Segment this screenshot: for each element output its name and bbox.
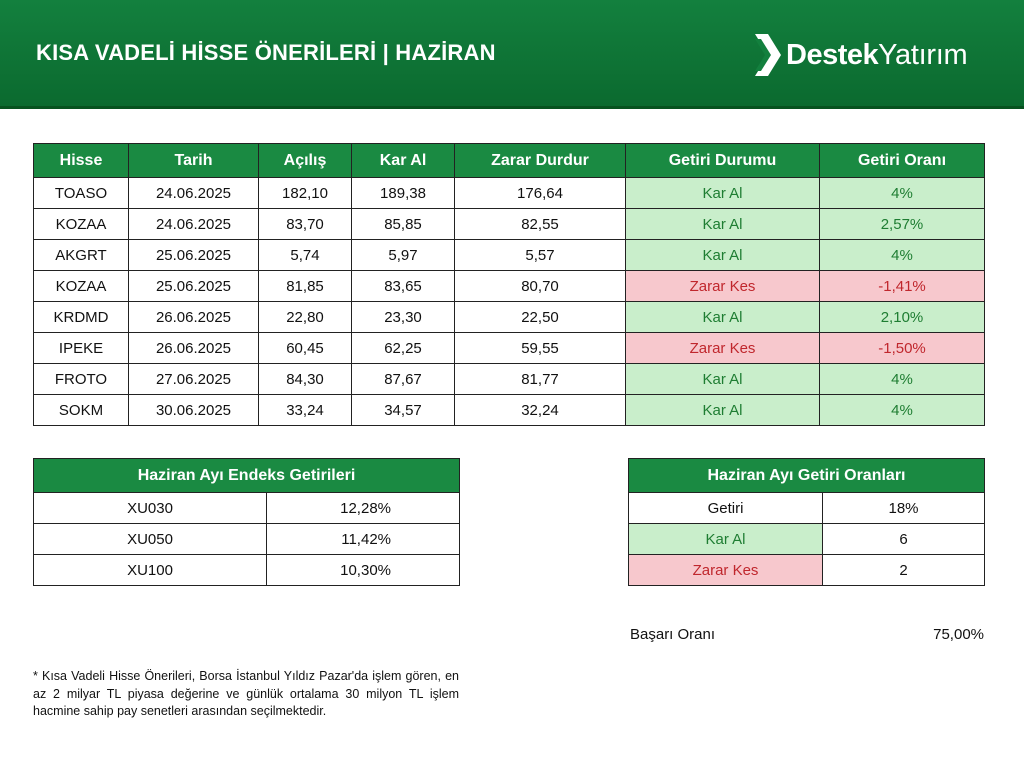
column-header-getiri-orani: Getiri Oranı	[820, 144, 985, 178]
cell-acilis: 182,10	[259, 178, 352, 209]
page-header	[0, 0, 1024, 109]
cell-kar-al: 87,67	[352, 364, 455, 395]
table-row	[34, 302, 985, 333]
column-header-tarih: Tarih	[129, 144, 259, 178]
cell-getiri-orani: 2,10%	[820, 302, 985, 333]
cell-getiri-orani: -1,50%	[820, 333, 985, 364]
column-header-zarar-durdur: Zarar Durdur	[455, 144, 626, 178]
cell-kar-al: 85,85	[352, 209, 455, 240]
cell-kar-al: 62,25	[352, 333, 455, 364]
cell-kar-al: 34,57	[352, 395, 455, 426]
cell-zarar-durdur: 176,64	[455, 178, 626, 209]
cell-acilis: 84,30	[259, 364, 352, 395]
column-header-kar-al: Kar Al	[352, 144, 455, 178]
table-row	[629, 524, 985, 555]
cell-hisse: FROTO	[34, 364, 129, 395]
footnote: * Kısa Vadeli Hisse Önerileri, Borsa İstanbul Yıldız Pazar'da işlem gören, en az 2 milyar TL piyasa değerine ve günlük ortalama 30 milyon TL işlem hacmine sahip pay senetleri arasından seçilmektedir.	[33, 669, 459, 718]
destek-arrow-logo-icon	[752, 34, 782, 76]
cell-hisse: AKGRT	[34, 240, 129, 271]
table-header-row	[629, 459, 985, 493]
index-returns-table	[33, 458, 460, 586]
summary-value-cell: 18%	[823, 493, 985, 524]
cell-getiri-orani: 2,57%	[820, 209, 985, 240]
table-header-row	[34, 459, 460, 493]
cell-kar-al: 189,38	[352, 178, 455, 209]
cell-tarih: 24.06.2025	[129, 178, 259, 209]
cell-zarar-durdur: 5,57	[455, 240, 626, 271]
cell-tarih: 25.06.2025	[129, 271, 259, 302]
table-row	[34, 240, 985, 271]
index-name-cell: XU050	[34, 524, 267, 555]
cell-getiri-durumu: Kar Al	[626, 209, 820, 240]
index-value-cell: 10,30%	[267, 555, 460, 586]
cell-getiri-orani: 4%	[820, 395, 985, 426]
page-title: KISA VADELİ HİSSE ÖNERİLERİ | HAZİRAN	[36, 40, 496, 65]
cell-zarar-durdur: 80,70	[455, 271, 626, 302]
table-row	[34, 524, 460, 555]
cell-tarih: 30.06.2025	[129, 395, 259, 426]
cell-tarih: 24.06.2025	[129, 209, 259, 240]
table-row	[34, 209, 985, 240]
table-row	[34, 178, 985, 209]
table-row	[34, 333, 985, 364]
column-header-hisse: Hisse	[34, 144, 129, 178]
monthly-returns-title: Haziran Ayı Getiri Oranları	[629, 459, 985, 493]
cell-tarih: 27.06.2025	[129, 364, 259, 395]
table-row	[34, 364, 985, 395]
table-row	[629, 493, 985, 524]
destek-yatirim-logo	[752, 34, 967, 76]
table-row	[34, 395, 985, 426]
cell-getiri-durumu: Kar Al	[626, 302, 820, 333]
cell-getiri-orani: 4%	[820, 364, 985, 395]
table-header-row	[34, 144, 985, 178]
cell-getiri-durumu: Kar Al	[626, 240, 820, 271]
cell-getiri-orani: -1,41%	[820, 271, 985, 302]
cell-acilis: 5,74	[259, 240, 352, 271]
cell-zarar-durdur: 32,24	[455, 395, 626, 426]
summary-value-cell: 2	[823, 555, 985, 586]
cell-getiri-durumu: Zarar Kes	[626, 333, 820, 364]
logo-text-yatirim: Yatırım	[878, 38, 968, 71]
index-value-cell: 11,42%	[267, 524, 460, 555]
cell-getiri-orani: 4%	[820, 178, 985, 209]
cell-zarar-durdur: 22,50	[455, 302, 626, 333]
cell-kar-al: 83,65	[352, 271, 455, 302]
column-header-getiri-durumu: Getiri Durumu	[626, 144, 820, 178]
cell-zarar-durdur: 81,77	[455, 364, 626, 395]
index-returns-title: Haziran Ayı Endeks Getirileri	[34, 459, 460, 493]
cell-hisse: TOASO	[34, 178, 129, 209]
table-row	[629, 555, 985, 586]
cell-hisse: IPEKE	[34, 333, 129, 364]
summary-value-cell: 6	[823, 524, 985, 555]
cell-hisse: KRDMD	[34, 302, 129, 333]
index-name-cell: XU030	[34, 493, 267, 524]
stock-recommendations-table	[33, 143, 985, 426]
cell-kar-al: 23,30	[352, 302, 455, 333]
index-name-cell: XU100	[34, 555, 267, 586]
index-value-cell: 12,28%	[267, 493, 460, 524]
cell-hisse: KOZAA	[34, 209, 129, 240]
cell-getiri-durumu: Zarar Kes	[626, 271, 820, 302]
table-row	[34, 493, 460, 524]
cell-getiri-durumu: Kar Al	[626, 178, 820, 209]
cell-hisse: KOZAA	[34, 271, 129, 302]
column-header-acilis: Açılış	[259, 144, 352, 178]
cell-acilis: 60,45	[259, 333, 352, 364]
table-row	[34, 555, 460, 586]
logo-text-destek: Destek	[786, 38, 879, 71]
cell-zarar-durdur: 82,55	[455, 209, 626, 240]
cell-tarih: 26.06.2025	[129, 302, 259, 333]
cell-getiri-durumu: Kar Al	[626, 395, 820, 426]
success-rate-value: 75,00%	[933, 626, 984, 643]
cell-tarih: 26.06.2025	[129, 333, 259, 364]
cell-acilis: 33,24	[259, 395, 352, 426]
cell-getiri-durumu: Kar Al	[626, 364, 820, 395]
cell-acilis: 22,80	[259, 302, 352, 333]
cell-acilis: 83,70	[259, 209, 352, 240]
cell-tarih: 25.06.2025	[129, 240, 259, 271]
cell-getiri-orani: 4%	[820, 240, 985, 271]
table-row	[34, 271, 985, 302]
success-rate-label: Başarı Oranı	[630, 626, 716, 643]
cell-acilis: 81,85	[259, 271, 352, 302]
cell-hisse: SOKM	[34, 395, 129, 426]
summary-label-cell: Zarar Kes	[629, 555, 823, 586]
cell-kar-al: 5,97	[352, 240, 455, 271]
summary-label-cell: Kar Al	[629, 524, 823, 555]
cell-zarar-durdur: 59,55	[455, 333, 626, 364]
summary-label-cell: Getiri	[629, 493, 823, 524]
monthly-returns-summary-table	[628, 458, 985, 586]
